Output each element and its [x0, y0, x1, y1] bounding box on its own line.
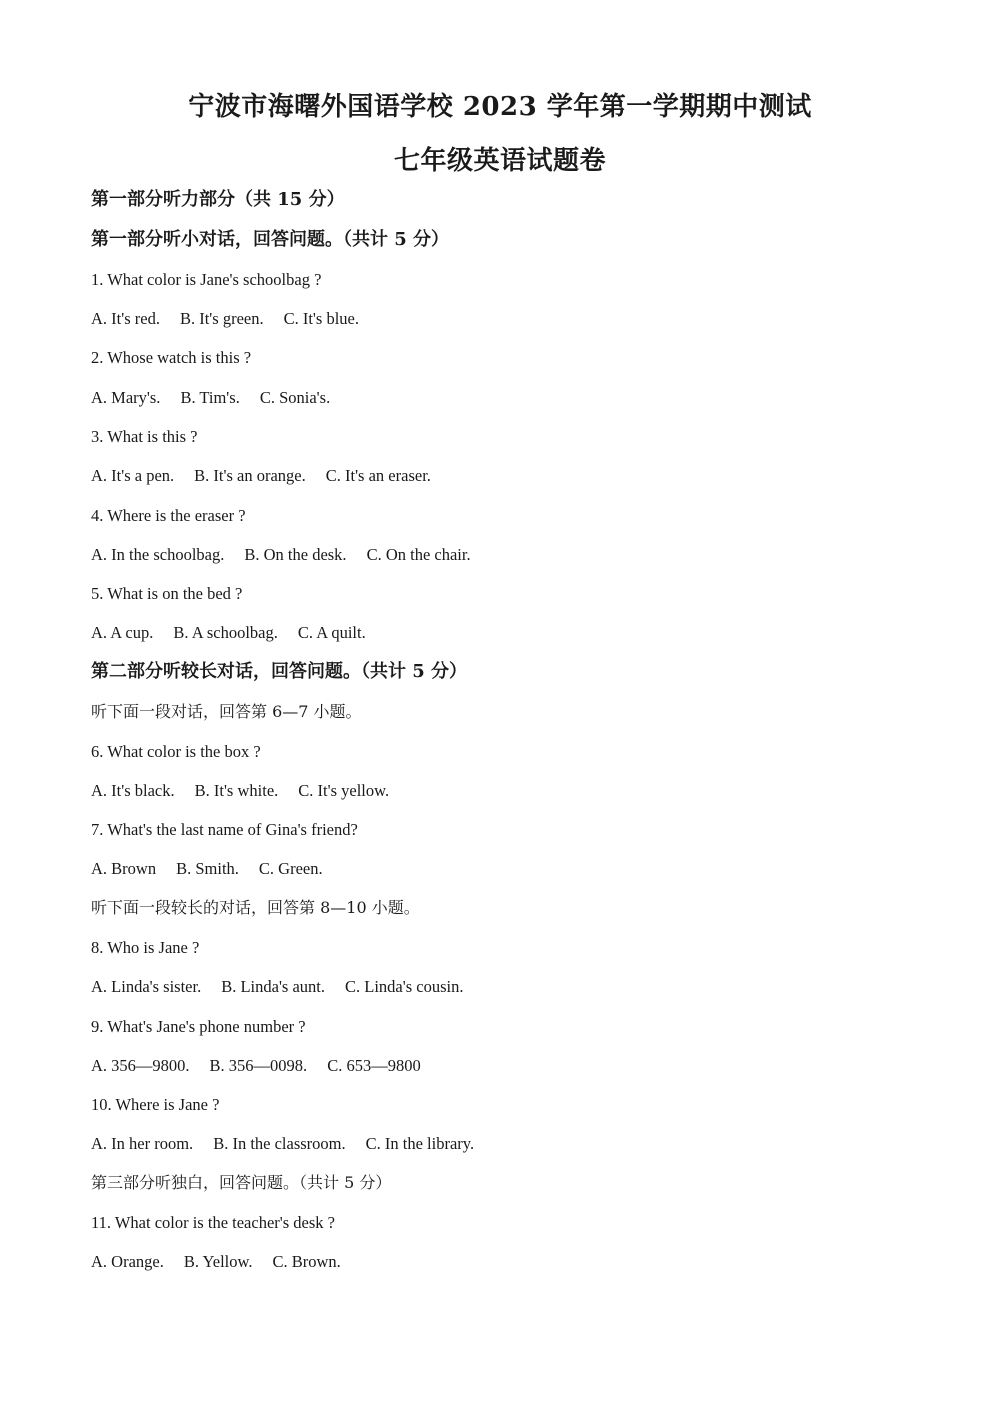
- options-11: [91, 1251, 341, 1273]
- options-4: [91, 544, 471, 566]
- option-8b: B. Linda's aunt.: [221, 977, 326, 996]
- options-1: [91, 308, 359, 330]
- section3-heading: 第三部分听独白，回答问题。（共计 5 分）: [91, 1173, 392, 1192]
- option-9b: B. 356—0098.: [209, 1056, 308, 1075]
- section2-heading: 第二部分听较长对话，回答问题。（共计 5 分）: [91, 661, 468, 682]
- option-5c: C. A quilt.: [297, 623, 366, 642]
- options-5: [91, 622, 366, 644]
- question-8: 8. Who is Jane ?: [91, 938, 200, 957]
- page-subtitle: 七年级英语试题卷: [393, 146, 606, 176]
- option-8c: C. Linda's cousin.: [345, 977, 464, 996]
- option-1a: A. It's red.: [91, 309, 160, 328]
- question-2: 2. Whose watch is this ?: [91, 348, 252, 367]
- option-11c: C. Brown.: [272, 1252, 341, 1271]
- option-3c: C. It's an eraser.: [325, 466, 431, 485]
- question-4: 4. Where is the eraser ?: [91, 506, 246, 525]
- option-10b: B. In the classroom.: [213, 1134, 346, 1153]
- option-7a: A. Brown: [91, 859, 157, 878]
- options-8: [91, 976, 463, 998]
- option-10c: C. In the library.: [365, 1134, 475, 1153]
- option-4c: C. On the chair.: [366, 545, 471, 564]
- option-3b: B. It's an orange.: [194, 466, 306, 485]
- page-title: 宁波市海曙外国语学校 2023 学年第一学期期中测试: [188, 92, 812, 122]
- options-7: [91, 858, 323, 880]
- option-2a: A. Mary's.: [91, 388, 161, 407]
- option-4b: B. On the desk.: [244, 545, 347, 564]
- option-8a: A. Linda's sister.: [91, 977, 202, 996]
- question-7: 7. What's the last name of Gina's friend?: [91, 820, 358, 839]
- option-1b: B. It's green.: [179, 309, 264, 328]
- option-9c: C. 653—9800: [327, 1056, 421, 1075]
- option-11a: A. Orange.: [91, 1252, 164, 1271]
- option-7b: B. Smith.: [176, 859, 239, 878]
- options-3: [91, 465, 431, 487]
- question-5: 5. What is on the bed ?: [91, 584, 243, 603]
- question-1: 1. What color is Jane's schoolbag ?: [91, 270, 322, 289]
- question-11: 11. What color is the teacher's desk ?: [91, 1213, 335, 1232]
- listening-part-heading: 第一部分听力部分（共 15 分）: [91, 189, 345, 210]
- option-3a: A. It's a pen.: [91, 466, 175, 485]
- option-5a: A. A cup.: [91, 623, 154, 642]
- option-5b: B. A schoolbag.: [173, 623, 278, 642]
- option-4a: A. In the schoolbag.: [91, 545, 225, 564]
- question-6: 6. What color is the box ?: [91, 742, 261, 761]
- option-9a: A. 356—9800.: [91, 1056, 190, 1075]
- section1-heading: 第一部分听小对话，回答问题。（共计 5 分）: [91, 229, 450, 250]
- option-2b: B. Tim's.: [180, 388, 240, 407]
- section2-instruction-b: 听下面一段较长的对话，回答第 8—10 小题。: [91, 898, 420, 917]
- question-3: 3. What is this ?: [91, 427, 198, 446]
- option-6a: A. It's black.: [91, 781, 175, 800]
- options-2: [91, 387, 330, 409]
- option-1c: C. It's blue.: [283, 309, 359, 328]
- option-2c: C. Sonia's.: [259, 388, 331, 407]
- option-10a: A. In her room.: [91, 1134, 194, 1153]
- options-9: [91, 1055, 421, 1077]
- question-10: 10. Where is Jane ?: [91, 1095, 220, 1114]
- option-7c: C. Green.: [258, 859, 323, 878]
- options-6: [91, 780, 389, 802]
- question-9: 9. What's Jane's phone number ?: [91, 1017, 306, 1036]
- option-6c: C. It's yellow.: [298, 781, 390, 800]
- option-6b: B. It's white.: [194, 781, 279, 800]
- option-11b: B. Yellow.: [183, 1252, 253, 1271]
- section2-instruction-a: 听下面一段对话，回答第 6—7 小题。: [91, 702, 362, 721]
- options-10: [91, 1133, 474, 1155]
